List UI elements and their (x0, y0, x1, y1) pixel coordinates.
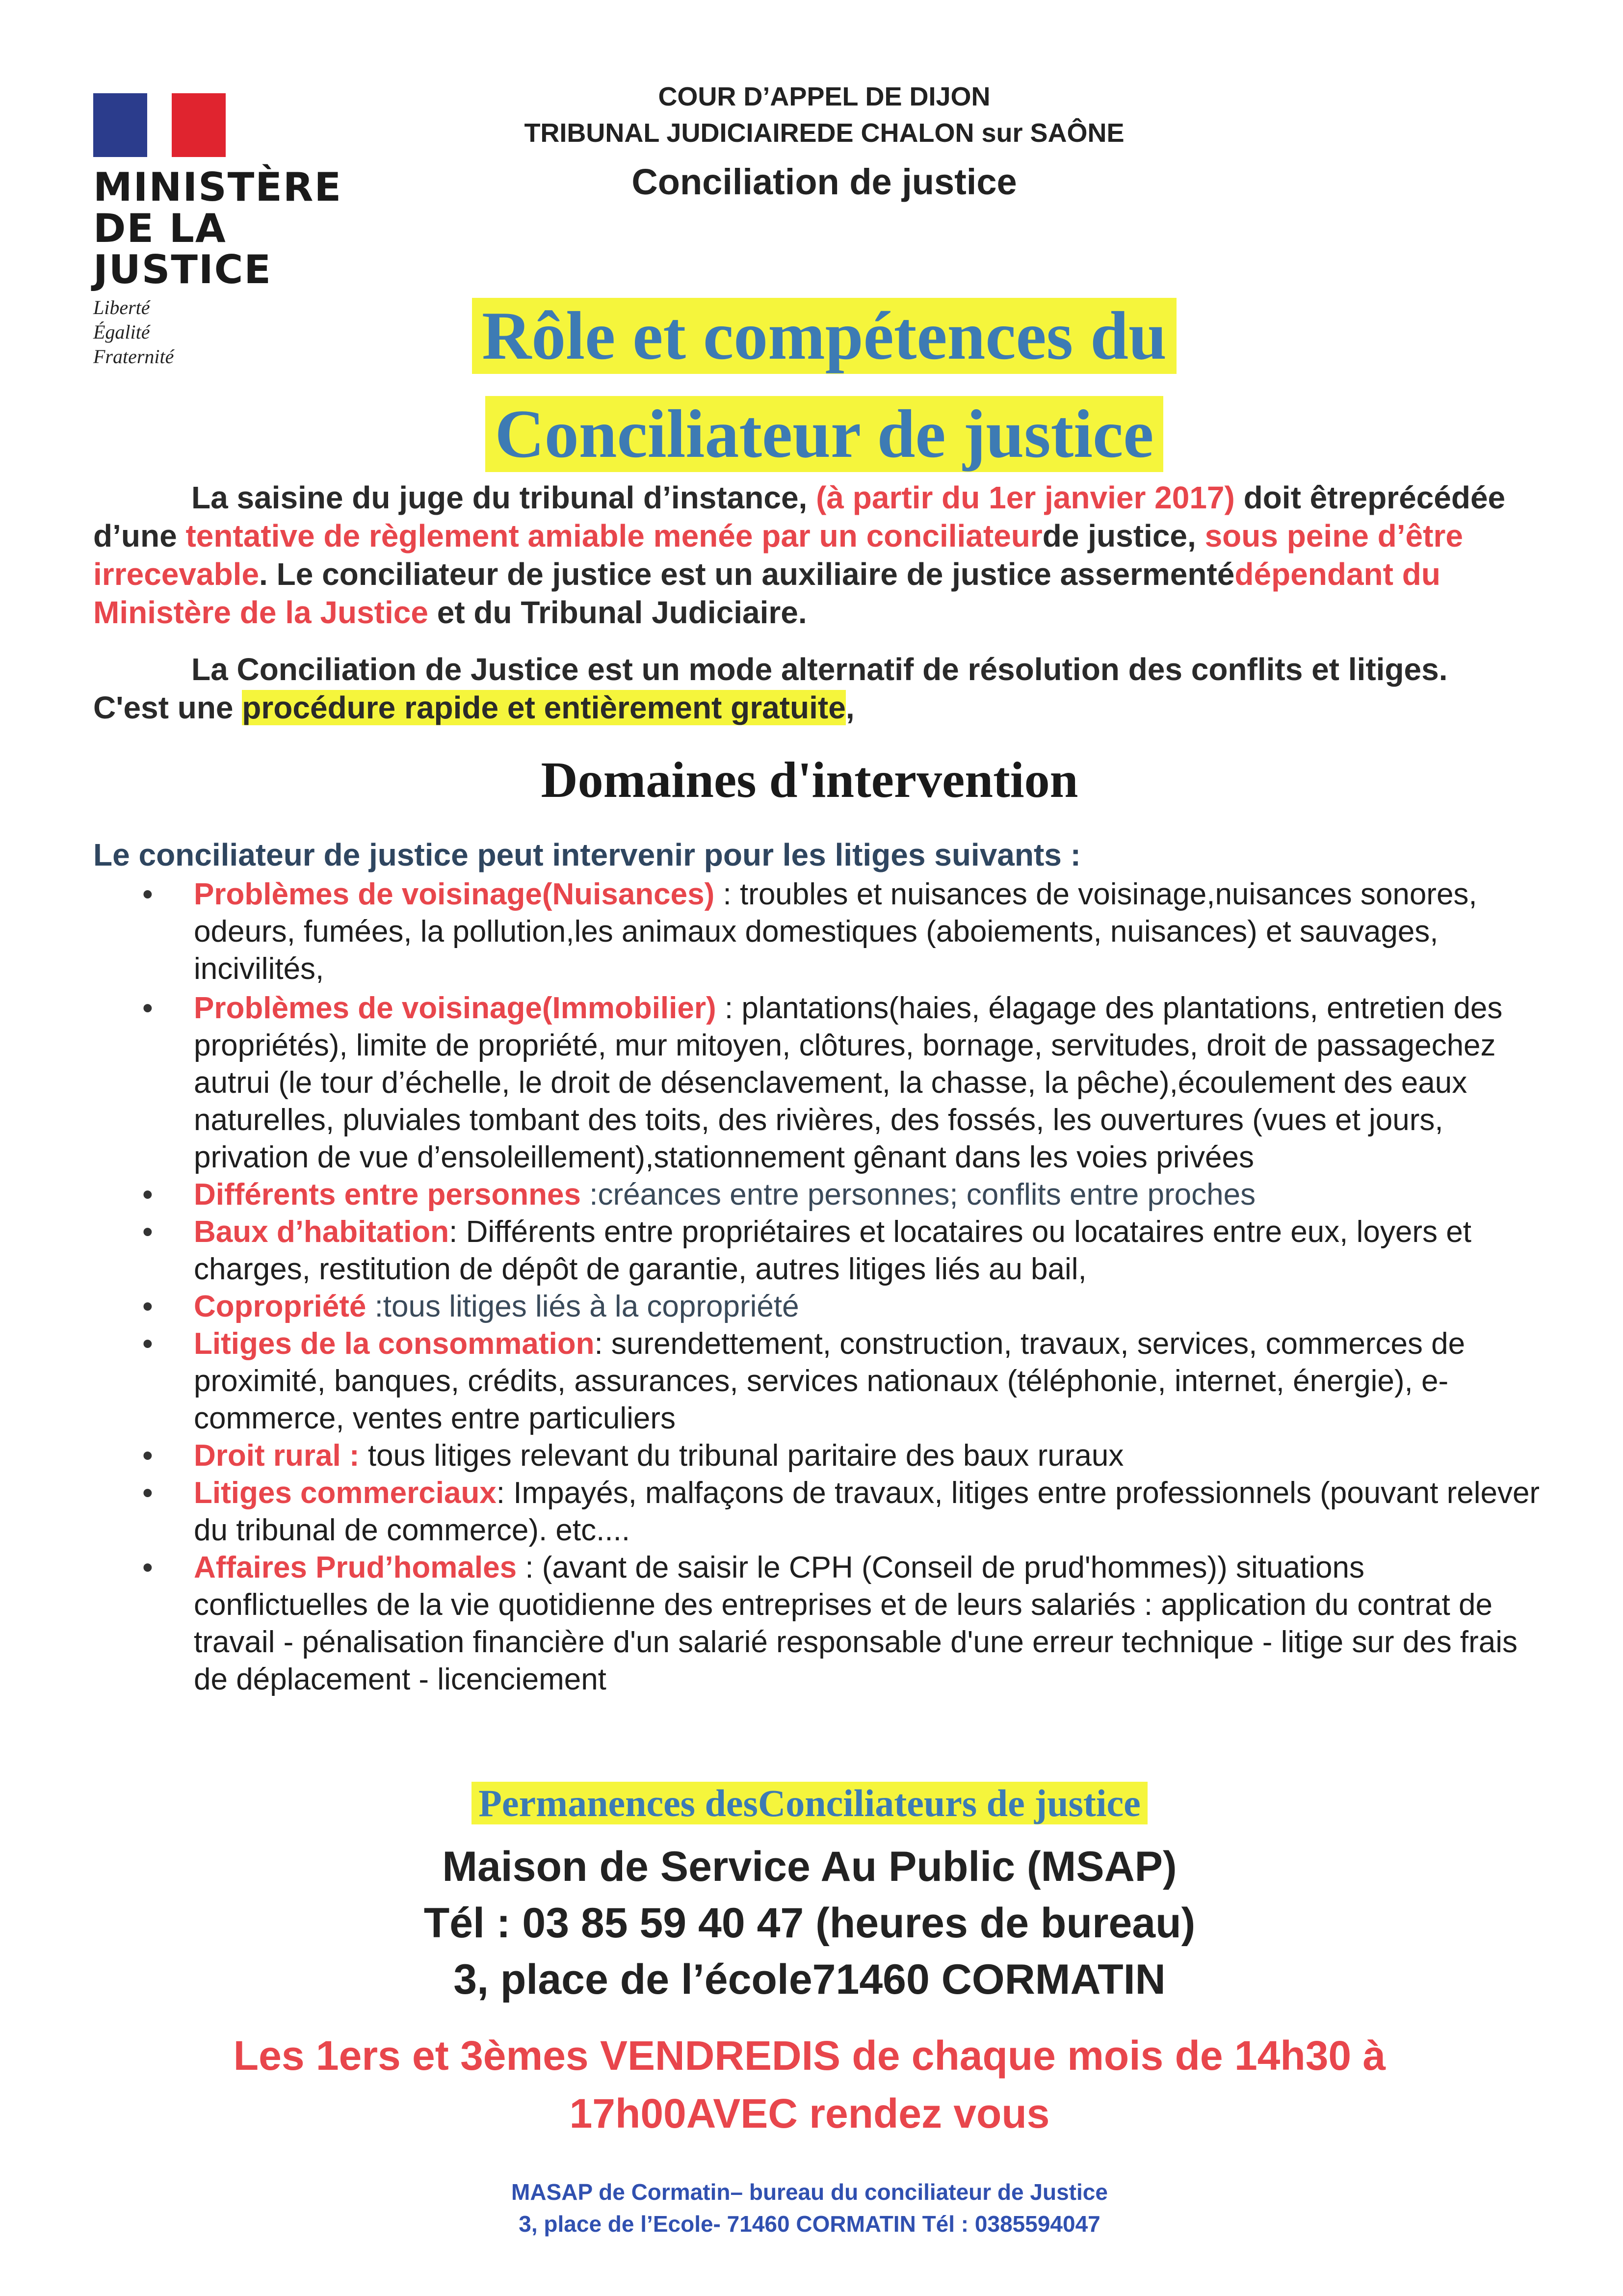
bullet-icon: • (142, 1290, 153, 1323)
p1-text-1: La saisine du juge du tribunal d’instance, (191, 480, 816, 515)
permanences-text: Permanences desConciliateurs de justice (471, 1782, 1148, 1824)
tribunal-name: TRIBUNAL JUDICIAIREDE CHALON sur SAÔNE (524, 118, 1125, 148)
list-item: • Litiges commerciaux: Impayés, malfaçons de travaux, litiges entre professionnels (pouvant relever du tribunal de commerce). etc.... (132, 1475, 1545, 1549)
bullet-icon: • (142, 877, 153, 911)
section-heading-domaines: Domaines d'intervention (541, 752, 1078, 808)
title-line-1: Rôle et compétences du (472, 298, 1177, 374)
list-item: • Affaires Prud’homales : (avant de saisir le CPH (Conseil de prud'hommes)) situations conflictuelles de la vie quotidienne des entreprises et de leurs salariés : application du contrat de travail - pénalisation financière d'un salarié responsable d'une erreur technique - litige sur des frais de déplacement - licenciement (132, 1549, 1545, 1698)
footer-line-2: 3, place de l’Ecole- 71460 CORMATIN Tél : 0385594047 (519, 2211, 1100, 2237)
ministry-logo (93, 93, 407, 369)
bullet-icon: • (142, 991, 153, 1025)
list-item: • Droit rural : tous litiges relevant du tribunal paritaire des baux ruraux (132, 1437, 1545, 1475)
p2-highlight: procédure rapide et entièrement gratuite (242, 690, 846, 725)
p2-text-3: , (845, 690, 855, 725)
p1-text-9: et du Tribunal Judiciaire. (428, 595, 807, 630)
list-item: • Copropriété :tous litiges liés à la copropriété (132, 1288, 1545, 1325)
document-subject: Conciliation de justice (631, 161, 1017, 202)
p1-ministry: dépendant du Ministère de la Justice (93, 556, 1440, 630)
ministry-motto: Liberté Égalité Fraternité (93, 296, 174, 368)
schedule (93, 2027, 1526, 2142)
list-item: • Problèmes de voisinage(Immobilier) : plantations(haies, élagage des plantations, entretien des propriétés), limite de propriété, mur mitoyen, clôtures, bornage, servitudes, droit de passagechez autrui (le tour d’échelle, le droit de désenclavement, la chasse, la pêche),écoulement des eaux naturelles, pluviales tombant des toits, des rivières, des fossés, les ouvertures (vues et jours, privation de vue d’ensoleillement),stationnement gênant dans les voies privées (132, 990, 1545, 1176)
list-item: • Litiges de la consommation: surendettement, construction, travaux, services, commerces de proximité, banques, crédits, assurances, services nationaux (téléphonie, internet, énergie), e-commerce, ventes entre particuliers (132, 1325, 1545, 1437)
bullet-icon: • (142, 1178, 153, 1212)
footer-line-1: MASAP de Cormatin– bureau du conciliateur de Justice (511, 2179, 1108, 2205)
office-name: Maison de Service Au Public (MSAP) (442, 1843, 1177, 1890)
schedule-line-2: 17h00AVEC rendez vous (569, 2090, 1050, 2137)
bullet-icon: • (142, 1476, 153, 1510)
title-line-2: Conciliateur de justice (485, 396, 1164, 472)
p1-text-3: doit êtreprécédée d’une (93, 480, 1506, 554)
office-phone: Tél : 03 85 59 40 47 (heures de bureau) (423, 1900, 1196, 1947)
bullet-icon: • (142, 1551, 153, 1584)
intro-paragraph-1 (93, 478, 1526, 632)
permanences-heading (93, 1781, 1526, 1825)
p1-date: (à partir du 1er janvier 2017) (816, 480, 1235, 515)
office-address: 3, place de l’école71460 CORMATIN (453, 1956, 1166, 2003)
domain-list (132, 876, 1545, 1698)
bullet-icon: • (142, 1215, 153, 1249)
list-item: • Baux d’habitation: Différents entre propriétaires et locataires ou locataires entre eux, loyers et charges, restitution de dépôt de garantie, autres litiges liés au bail, (132, 1214, 1545, 1288)
ministry-name: MINISTÈRE DE LA JUSTICE (93, 164, 342, 292)
p2-text-1: La Conciliation de Justice est un mode alternatif de résolution des conflits et litiges. C'est une (93, 652, 1448, 725)
list-intro: Le conciliateur de justice peut intervenir pour les litiges suivants : (93, 837, 1081, 872)
intro-paragraph-2 (93, 650, 1526, 727)
p1-amicable-attempt: tentative de règlement amiable menée par un conciliateur (185, 518, 1043, 554)
list-item: • Différents entre personnes :créances entre personnes; conflits entre proches (132, 1176, 1545, 1214)
p1-text-7: . Le conciliateur de justice est un auxiliaire de justice assermenté (259, 556, 1235, 592)
p1-text-5: de justice, (1042, 518, 1205, 554)
page-title (422, 287, 1227, 483)
court-name: COUR D’APPEL DE DIJON (658, 82, 991, 111)
bullet-icon: • (142, 1327, 153, 1361)
marianne-flag-icon (93, 93, 226, 157)
list-item: • Problèmes de voisinage(Nuisances) : troubles et nuisances de voisinage,nuisances sonores, odeurs, fumées, la pollution,les animaux domestiques (aboiements, nuisances) et sauvages, incivilités, (132, 876, 1545, 988)
p1-inadmissible: sous peine d’être irrecevable (93, 518, 1463, 592)
bullet-icon: • (142, 1439, 153, 1473)
schedule-line-1: Les 1ers et 3èmes VENDREDIS de chaque mois de 14h30 à (233, 2032, 1386, 2079)
